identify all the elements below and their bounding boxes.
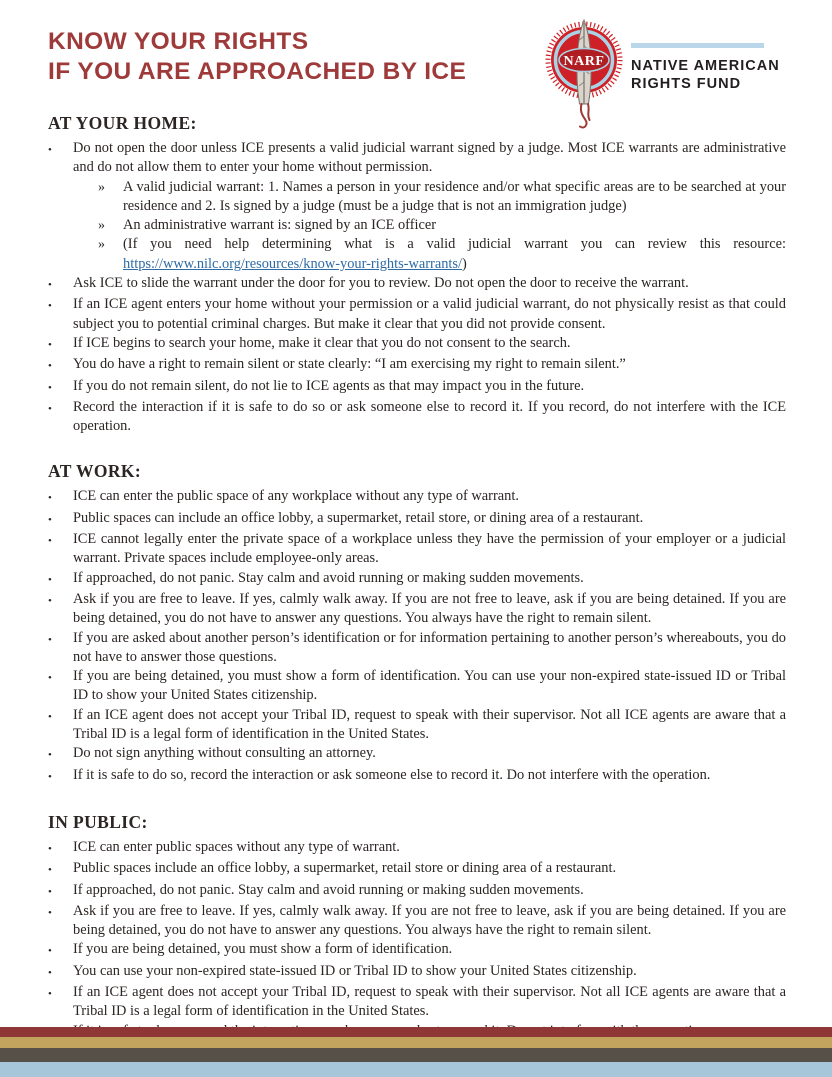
list-item bbox=[48, 334, 786, 355]
list-item-text: If approached, do not panic. Stay calm and avoid running or making sudden movements. bbox=[73, 881, 584, 898]
bullet-glyph: • bbox=[48, 749, 52, 762]
page-title bbox=[48, 27, 466, 87]
list-item-text: If ICE begins to search your home, make it clear that you do not consent to the search. bbox=[73, 334, 571, 351]
section-heading: AT WORK: bbox=[48, 461, 142, 482]
footer-stripe-blue bbox=[0, 1062, 832, 1077]
sub-bullet-glyph: » bbox=[98, 179, 105, 195]
bullet-glyph: • bbox=[48, 906, 52, 919]
bullet-glyph: • bbox=[48, 535, 52, 548]
bullet-glyph: • bbox=[48, 492, 52, 505]
bullet-glyph: • bbox=[48, 144, 52, 156]
list-item-text: An administrative warrant is: signed by an ICE officer bbox=[123, 217, 437, 234]
list-item bbox=[48, 859, 786, 880]
section-heading: AT YOUR HOME: bbox=[48, 113, 197, 133]
footer-stripe-brown bbox=[0, 1048, 832, 1062]
list-item-text: Record the interaction if it is safe to do so or ask someone else to record it. If you record, do not interfere with the ICE operation. bbox=[73, 398, 786, 435]
logo-accent-bar bbox=[631, 43, 764, 48]
sub-list-item bbox=[48, 178, 786, 217]
footer-stripe-red bbox=[0, 1027, 832, 1037]
list-item bbox=[48, 706, 786, 745]
list-item bbox=[48, 902, 786, 941]
list-item-text: If you are being detained, you must show a form of identification. You can use your non-expired state-issued ID or Tribal ID to show your United States citizenship. bbox=[73, 668, 786, 704]
bullet-glyph: • bbox=[48, 338, 52, 351]
list-item-text: Ask ICE to slide the warrant under the door for you to review. Do not open the door to receive the warrant. bbox=[73, 275, 689, 292]
sub-bullet-glyph: » bbox=[98, 237, 105, 253]
list-item bbox=[48, 509, 786, 530]
list-item-text: A valid judicial warrant: 1. Names a person in your residence and/or what specific areas are to be searched at your residence and 2. Is signed by a judge (must be a judge that is not an immigration judge) bbox=[123, 178, 786, 214]
list-item bbox=[48, 355, 786, 376]
list-item bbox=[48, 274, 786, 295]
bullet-glyph: • bbox=[48, 945, 52, 958]
list-item bbox=[48, 398, 786, 437]
list-item-text: If it is safe to do so, record the interaction or ask someone else to record it. Do not interfere with the operation. bbox=[73, 766, 711, 783]
list-item-text: Do not sign anything without consulting an attorney. bbox=[73, 745, 376, 762]
list-item-text: (If you need help determining what is a valid judicial warrant you can review this resource: https://www.nilc.org/resources/know-your-rights-warrants/) bbox=[123, 236, 786, 272]
list-item-text: Ask if you are free to leave. If yes, calmly walk away. If you are not free to leave, ask if you are being detained. If you are being detained, you do not have to answer any questions. You always have the right to remain silent. bbox=[73, 902, 786, 939]
list-item bbox=[48, 295, 786, 334]
resource-link[interactable]: https://www.nilc.org/resources/know-your-rights-warrants/ bbox=[123, 255, 463, 272]
list-item-text: If you do not remain silent, do not lie to ICE agents as that may impact you in the future. bbox=[73, 377, 585, 394]
list-item-text: Do not open the door unless ICE presents a valid judicial warrant signed by a judge. Most ICE warrants are administrative and do not allow them to enter your home without permission. bbox=[73, 140, 786, 176]
bullet-glyph: • bbox=[48, 402, 52, 415]
narf-acronym: NARF bbox=[563, 54, 605, 69]
list-item-text: If you are being detained, you must show a form of identification. bbox=[73, 941, 453, 958]
org-name-block bbox=[631, 14, 780, 93]
bullet-glyph: • bbox=[48, 672, 52, 685]
list-item-text: If an ICE agent enters your home without your permission or a valid judicial warrant, do not physically resist as that could subject you to potential criminal charges. But make it clear that you did not provide consent. bbox=[73, 296, 786, 332]
list-item-text: You can use your non-expired state-issued ID or Tribal ID to show your United States citizenship. bbox=[73, 962, 637, 979]
list-item bbox=[48, 377, 786, 398]
list-item-text: Public spaces can include an office lobby, a supermarket, retail store, or dining area of a restaurant. bbox=[73, 509, 644, 526]
title-line-2: IF YOU ARE APPROACHED BY ICE bbox=[48, 58, 467, 85]
list-item bbox=[48, 962, 786, 983]
list-item bbox=[48, 940, 786, 961]
bullet-glyph: • bbox=[48, 279, 52, 292]
list-item bbox=[48, 744, 786, 765]
list-item bbox=[48, 487, 786, 508]
list-item-text: ICE can enter public spaces without any type of warrant. bbox=[73, 838, 400, 855]
list-item bbox=[48, 530, 786, 569]
content bbox=[48, 112, 786, 1043]
sub-list-item bbox=[48, 216, 786, 235]
list-item-text: If an ICE agent does not accept your Tribal ID, request to speak with their supervisor. Not all ICE agents are aware that a Tribal ID is a legal form of identification in the United States. bbox=[73, 983, 786, 1020]
bullet-glyph: • bbox=[48, 360, 52, 373]
bullet-glyph: • bbox=[48, 573, 52, 586]
bullet-glyph: • bbox=[48, 770, 52, 783]
bullet-glyph: • bbox=[48, 966, 52, 979]
list-item-text: If an ICE agent does not accept your Tribal ID, request to speak with their supervisor. Not all ICE agents are aware that a Tribal ID is a legal form of identification in the United States. bbox=[73, 706, 786, 743]
list-item bbox=[48, 667, 786, 706]
section-heading: IN PUBLIC: bbox=[48, 811, 148, 832]
bullet-glyph: • bbox=[48, 633, 52, 646]
org-name-line-2: RIGHTS FUND bbox=[631, 76, 742, 92]
bullet-glyph: • bbox=[48, 594, 52, 607]
org-name-line-1: NATIVE AMERICAN bbox=[631, 58, 780, 74]
bullet-glyph: • bbox=[48, 381, 52, 394]
list-item bbox=[48, 838, 786, 859]
list-item-text: ICE cannot legally enter the private space of a workplace unless they have the permission of your employer or a judicial warrant. Private spaces include employee-only areas. bbox=[73, 531, 786, 567]
list-item-text: Public spaces include an office lobby, a supermarket, retail store or dining area of a restaurant. bbox=[73, 860, 617, 877]
list-item bbox=[48, 629, 786, 668]
footer-stripe-gold bbox=[0, 1037, 832, 1048]
bullet-glyph: • bbox=[48, 842, 52, 855]
list-item bbox=[48, 881, 786, 902]
bullet-glyph: • bbox=[48, 513, 52, 526]
bullet-glyph: • bbox=[48, 885, 52, 898]
sub-list-item bbox=[48, 235, 786, 274]
bullet-glyph: • bbox=[48, 864, 52, 877]
list-item-text: ICE can enter the public space of any workplace without any type of warrant. bbox=[73, 488, 519, 505]
list-item bbox=[48, 569, 786, 590]
bullet-glyph: • bbox=[48, 987, 52, 1000]
list-item bbox=[48, 766, 786, 787]
bullet-glyph: • bbox=[48, 710, 52, 723]
section-list bbox=[48, 838, 786, 1043]
list-item bbox=[48, 590, 786, 629]
list-item bbox=[48, 983, 786, 1022]
title-line-1: KNOW YOUR RIGHTS bbox=[48, 28, 309, 55]
section-list bbox=[48, 487, 786, 786]
sub-bullet-glyph: » bbox=[98, 218, 105, 234]
list-item-text: If approached, do not panic. Stay calm and avoid running or making sudden movements. bbox=[73, 569, 584, 586]
bullet-glyph: • bbox=[48, 300, 52, 313]
list-item-text: Ask if you are free to leave. If yes, calmly walk away. If you are not free to leave, ask if you are being detained. If you are being detained, you do not have to answer any questions. You always have the right to remain silent. bbox=[73, 590, 786, 627]
list-item-text: You do have a right to remain silent or state clearly: “I am exercising my right to remain silent.” bbox=[73, 356, 626, 373]
section-list bbox=[48, 139, 786, 436]
list-item-text: If you are asked about another person’s identification or for information pertaining to another person’s whereabouts, you do not have to answer those questions. bbox=[73, 629, 786, 665]
list-item bbox=[48, 139, 786, 178]
